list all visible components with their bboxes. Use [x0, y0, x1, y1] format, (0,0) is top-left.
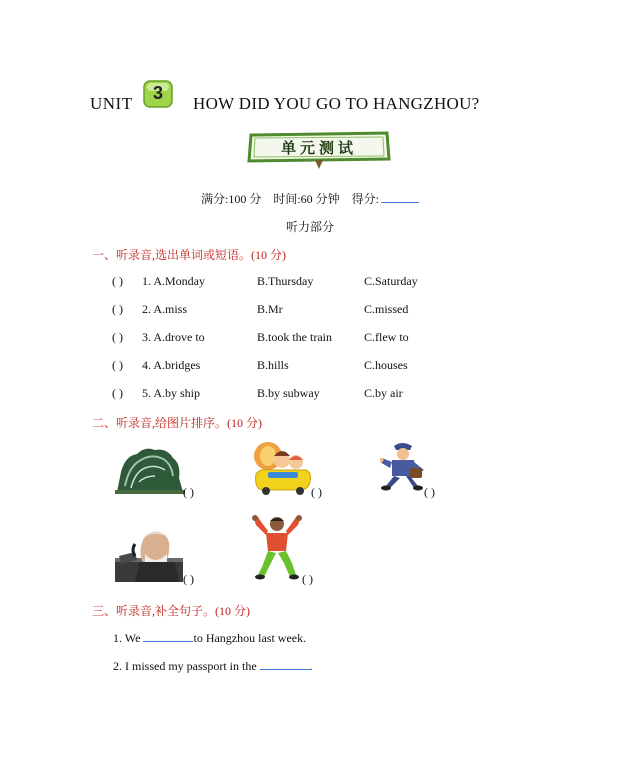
section1-heading: 一、听录音,选出单词或短语。(10 分): [92, 248, 286, 262]
fill-blank[interactable]: [143, 631, 193, 642]
option-a: 5. A.by ship: [142, 386, 201, 400]
section3-heading: 三、听录音,补全句子。(10 分): [92, 604, 250, 618]
option-c: C.by air: [364, 386, 403, 400]
option-a: 4. A.bridges: [142, 358, 201, 372]
section2-heading: 二、听录音,给图片排序。(10 分): [92, 416, 262, 430]
sentence-1-start: 1. We: [113, 631, 144, 645]
running-postman-picture: [380, 440, 428, 494]
option-c: C.Saturday: [364, 274, 418, 288]
option-b: B.by subway: [257, 386, 320, 400]
answer-paren[interactable]: ( ): [112, 358, 123, 372]
answer-paren[interactable]: ( ): [112, 302, 123, 316]
sentence-2-start: 2. I missed my passport in the: [113, 659, 260, 673]
unit-test-banner: [245, 129, 393, 171]
answer-paren[interactable]: ( ): [183, 572, 194, 586]
score-label: 得分:: [351, 192, 380, 206]
option-b: B.hills: [257, 358, 289, 372]
listening-section-label: 听力部分: [285, 220, 334, 234]
full-score: 满分:100 分: [200, 192, 262, 206]
option-c: C.flew to: [364, 330, 409, 344]
time-limit: 时间:60 分钟: [273, 192, 340, 206]
unit-number: 3: [152, 83, 163, 103]
score-info: [0, 190, 620, 207]
option-c: C.missed: [364, 302, 409, 316]
banner-text: 单元测试: [280, 139, 357, 157]
sentence-2: [113, 659, 313, 674]
answer-paren[interactable]: ( ): [302, 572, 313, 586]
unit-label: UNIT: [90, 94, 133, 113]
man-on-phone-picture: [115, 526, 183, 582]
sentence-2-end: .: [309, 659, 313, 673]
dancing-man-picture: [252, 515, 302, 581]
option-b: B.took the train: [257, 330, 332, 344]
option-a: 1. A.Monday: [142, 274, 205, 288]
answer-paren[interactable]: ( ): [112, 330, 123, 344]
unit-number-badge: [143, 80, 173, 108]
sentence-1: [113, 631, 306, 646]
option-a: 3. A.drove to: [142, 330, 205, 344]
answer-paren[interactable]: ( ): [424, 485, 435, 499]
fill-blank[interactable]: [260, 659, 310, 670]
unit-title-line: [0, 88, 620, 118]
sentence-1-end: to Hangzhou last week.: [193, 631, 307, 645]
answer-paren[interactable]: ( ): [183, 485, 194, 499]
option-b: B.Mr: [257, 302, 283, 316]
option-b: B.Thursday: [257, 274, 314, 288]
rock-hill-picture: [115, 442, 185, 494]
answer-paren[interactable]: ( ): [112, 386, 123, 400]
answer-paren[interactable]: ( ): [311, 485, 322, 499]
kids-bumper-car-picture: [250, 440, 314, 496]
answer-paren[interactable]: ( ): [112, 274, 123, 288]
unit-heading: HOW DID YOU GO TO HANGZHOU?: [193, 94, 480, 113]
option-c: C.houses: [364, 358, 408, 372]
option-a: 2. A.miss: [142, 302, 188, 316]
score-blank[interactable]: [381, 192, 419, 203]
